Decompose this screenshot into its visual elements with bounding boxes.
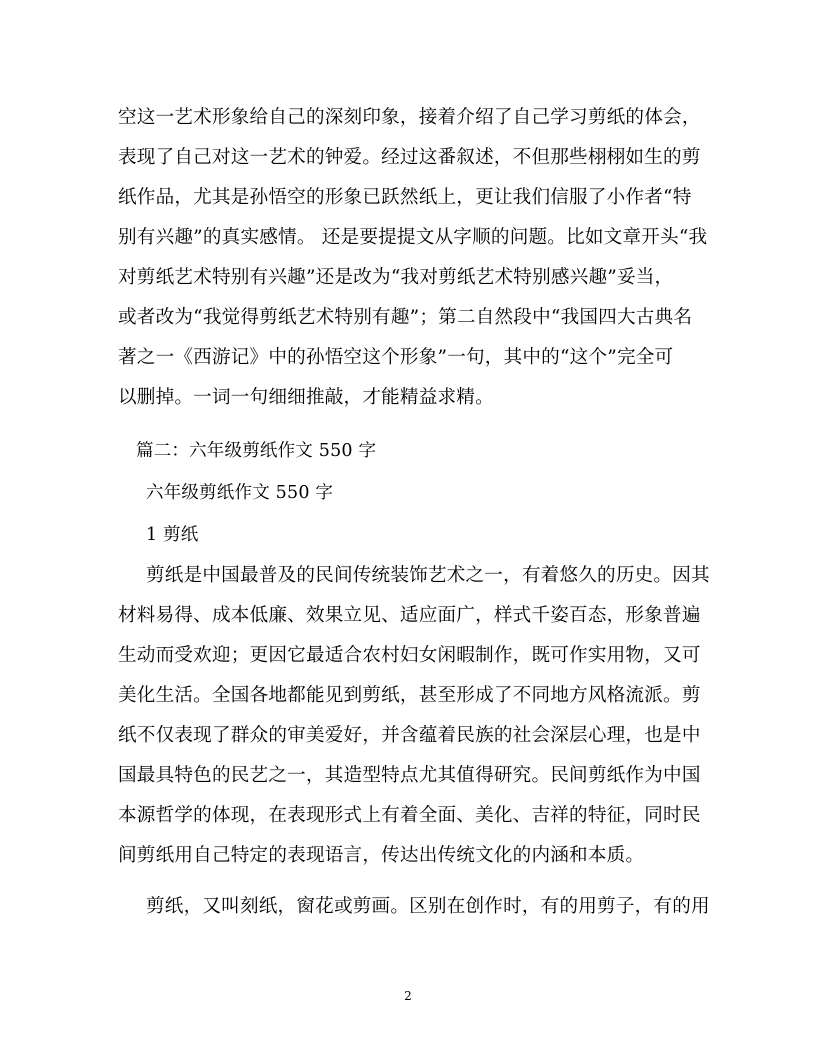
- text-line: 剪纸是中国最普及的民间传统装饰艺术之一，有着悠久的历史。因其: [146, 565, 710, 586]
- text-line: 空这一艺术形象给自己的深刻印象，接着介绍了自己学习剪纸的体会，: [118, 107, 701, 128]
- text-line: 或者改为“我觉得剪纸艺术特别有趣”；第二自然段中“我国四大古典名: [118, 307, 693, 328]
- text-line: 对剪纸艺术特别有兴趣”还是改为“我对剪纸艺术特别感兴趣”妥当，: [118, 267, 674, 288]
- section-heading: 篇二：六年级剪纸作文 550 字: [136, 441, 377, 461]
- text-line: 别有兴趣”的真实感情。 还是要提提文从字顺的问题。比如文章开头“我: [118, 227, 708, 248]
- text-line: 纸作品，尤其是孙悟空的形象已跃然纸上，更让我们信服了小作者“特: [118, 187, 692, 208]
- text-line: 表现了自己对这一艺术的钟爱。经过这番叙述，不但那些栩栩如生的剪: [118, 147, 701, 168]
- text-line: 美化生活。全国各地都能见到剪纸，甚至形成了不同地方风格流派。剪: [118, 685, 701, 706]
- text-line: 生动而受欢迎；更因它最适合农村妇女闲暇制作，既可作实用物，又可: [118, 645, 701, 666]
- subsection-heading: 1 剪纸: [146, 525, 199, 545]
- text-line: 纸不仅表现了群众的审美爱好，并含蕴着民族的社会深层心理，也是中: [118, 725, 701, 746]
- text-line: 著之一《西游记》中的孙悟空这个形象”一句，其中的“这个”完全可: [118, 347, 674, 368]
- page-number: 2: [404, 989, 412, 1003]
- text-line: 材料易得、成本低廉、效果立见、适应面广，样式千姿百态，形象普遍: [118, 605, 701, 626]
- article-title: 六年级剪纸作文 550 字: [146, 483, 334, 503]
- text-line: 间剪纸用自己特定的表现语言，传达出传统文化的内涵和本质。: [118, 845, 645, 866]
- text-line: 以删掉。一词一句细细推敲，才能精益求精。: [118, 387, 494, 408]
- text-line: 本源哲学的体现，在表现形式上有着全面、美化、吉祥的特征，同时民: [118, 805, 701, 826]
- text-line: 国最具特色的民艺之一，其造型特点尤其值得研究。民间剪纸作为中国: [118, 765, 701, 786]
- text-line: 剪纸，又叫刻纸，窗花或剪画。区别在创作时，有的用剪子，有的用: [146, 896, 710, 917]
